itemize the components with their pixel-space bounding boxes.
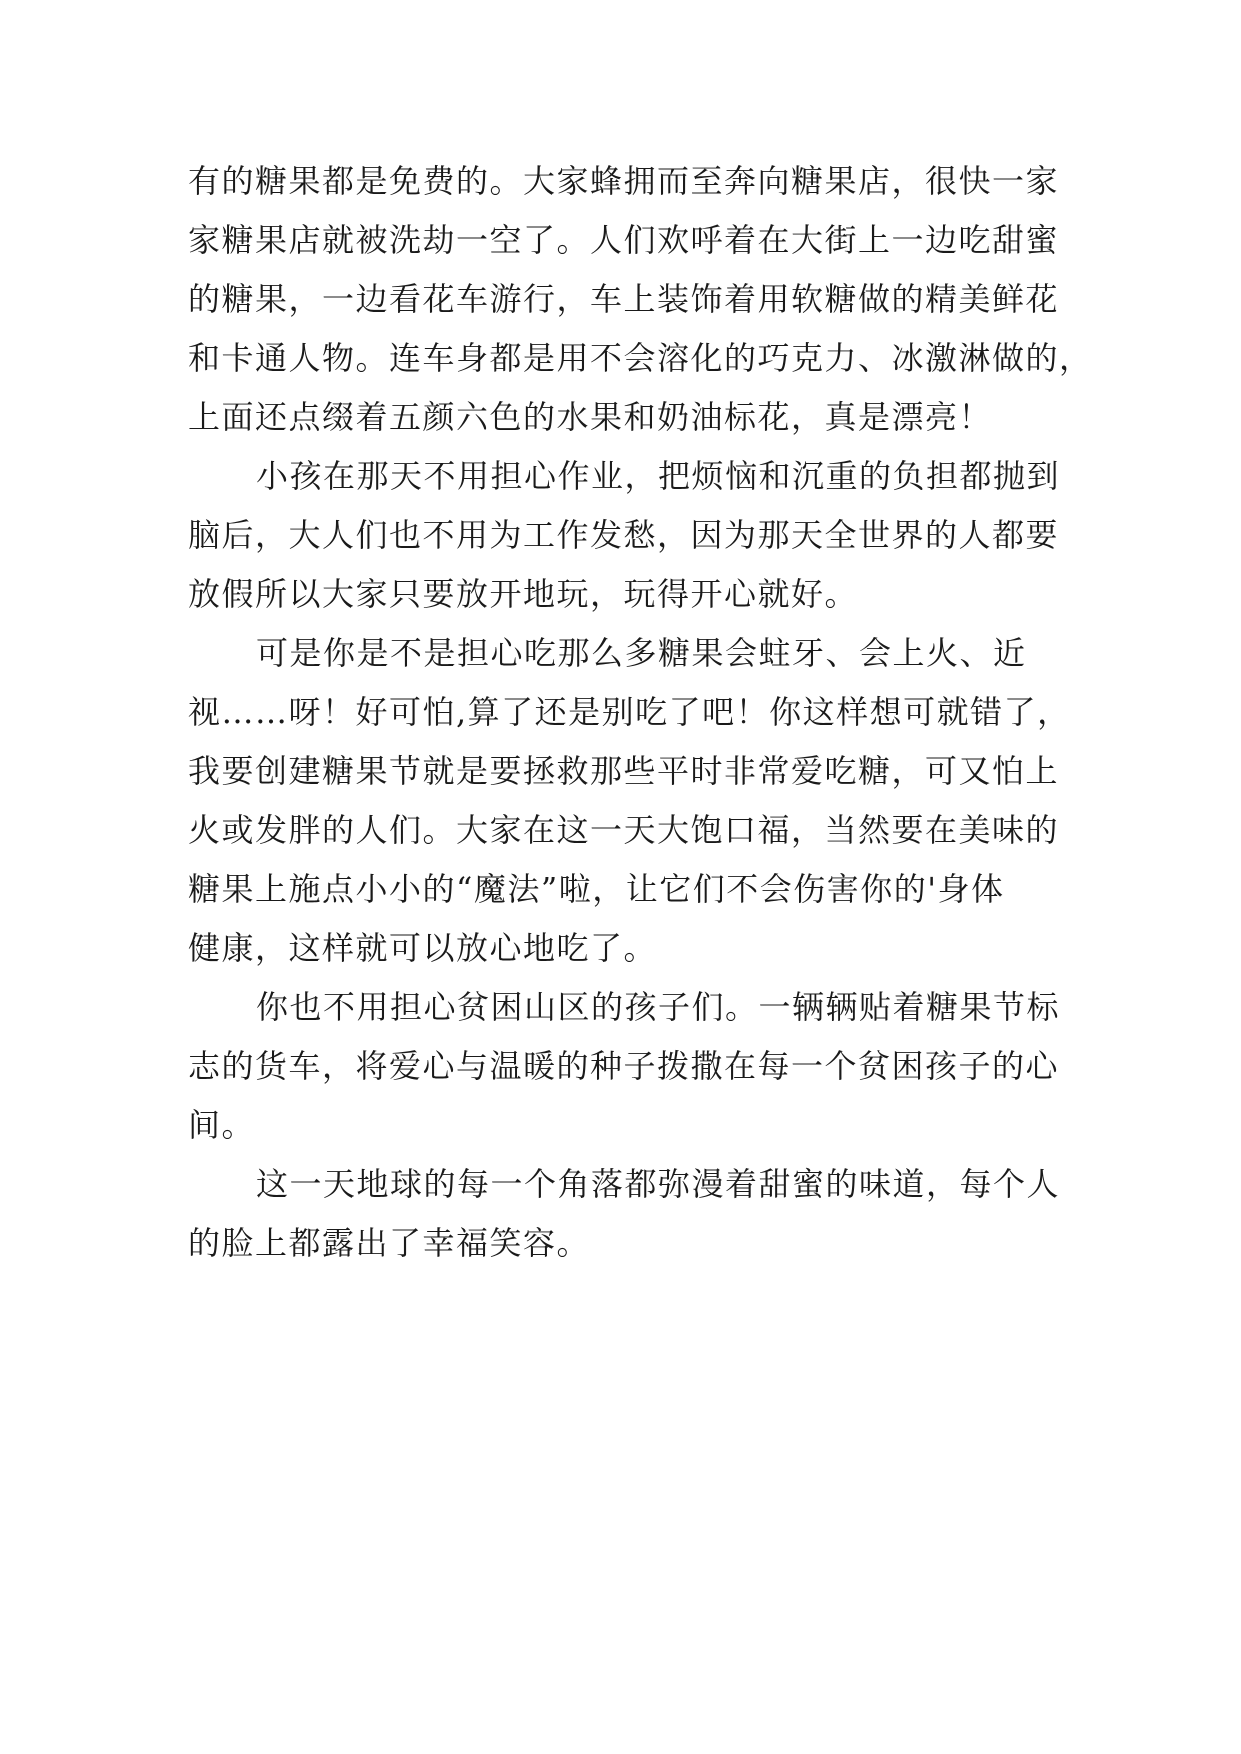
text-line: 火或发胖的人们。大家在这一天大饱口福，当然要在美味的 <box>188 811 1060 849</box>
text-line: 你也不用担心贫困山区的孩子们。一辆辆贴着糖果节标 <box>256 988 1061 1026</box>
paragraph-3 <box>188 624 1071 978</box>
paragraph-2 <box>188 447 1060 624</box>
text-line: 的脸上都露出了幸福笑容。 <box>188 1224 591 1262</box>
document-body <box>188 152 1093 1273</box>
text-line: 家糖果店就被洗劫一空了。人们欢呼着在大街上一边吃甜蜜 <box>188 221 1060 259</box>
text-line: 和卡通人物。连车身都是用不会溶化的巧克力、冰激淋做的， <box>188 339 1093 377</box>
text-line: 这一天地球的每一个角落都弥漫着甜蜜的味道，每个人 <box>256 1165 1061 1203</box>
text-line: 有的糖果都是免费的。大家蜂拥而至奔向糖果店，很快一家 <box>188 162 1060 200</box>
text-line: 小孩在那天不用担心作业，把烦恼和沉重的负担都抛到 <box>256 457 1061 495</box>
text-line: 志的货车，将爱心与温暖的种子拨撒在每一个贫困孩子的心 <box>188 1047 1060 1085</box>
paragraph-5 <box>188 1155 1060 1273</box>
text-line: 可是你是不是担心吃那么多糖果会蛀牙、会上火、近 <box>256 634 1027 672</box>
text-line: 上面还点缀着五颜六色的水果和奶油标花，真是漂亮！ <box>188 398 993 436</box>
text-line: 脑后，大人们也不用为工作发愁，因为那天全世界的人都要 <box>188 516 1060 554</box>
paragraph-1 <box>188 152 1093 447</box>
text-line: 间。 <box>188 1106 256 1144</box>
text-line: 糖果上施点小小的“魔法”啦，让它们不会伤害你的'身体 <box>188 870 1005 908</box>
text-line: 的糖果，一边看花车游行，车上装饰着用软糖做的精美鲜花 <box>188 280 1060 318</box>
text-line: 视……呀！好可怕,算了还是别吃了吧！你这样想可就错了， <box>188 693 1071 731</box>
text-line: 健康，这样就可以放心地吃了。 <box>188 929 658 967</box>
text-line: 放假所以大家只要放开地玩，玩得开心就好。 <box>188 575 859 613</box>
text-line: 我要创建糖果节就是要拯救那些平时非常爱吃糖，可又怕上 <box>188 752 1060 790</box>
paragraph-4 <box>188 978 1060 1155</box>
